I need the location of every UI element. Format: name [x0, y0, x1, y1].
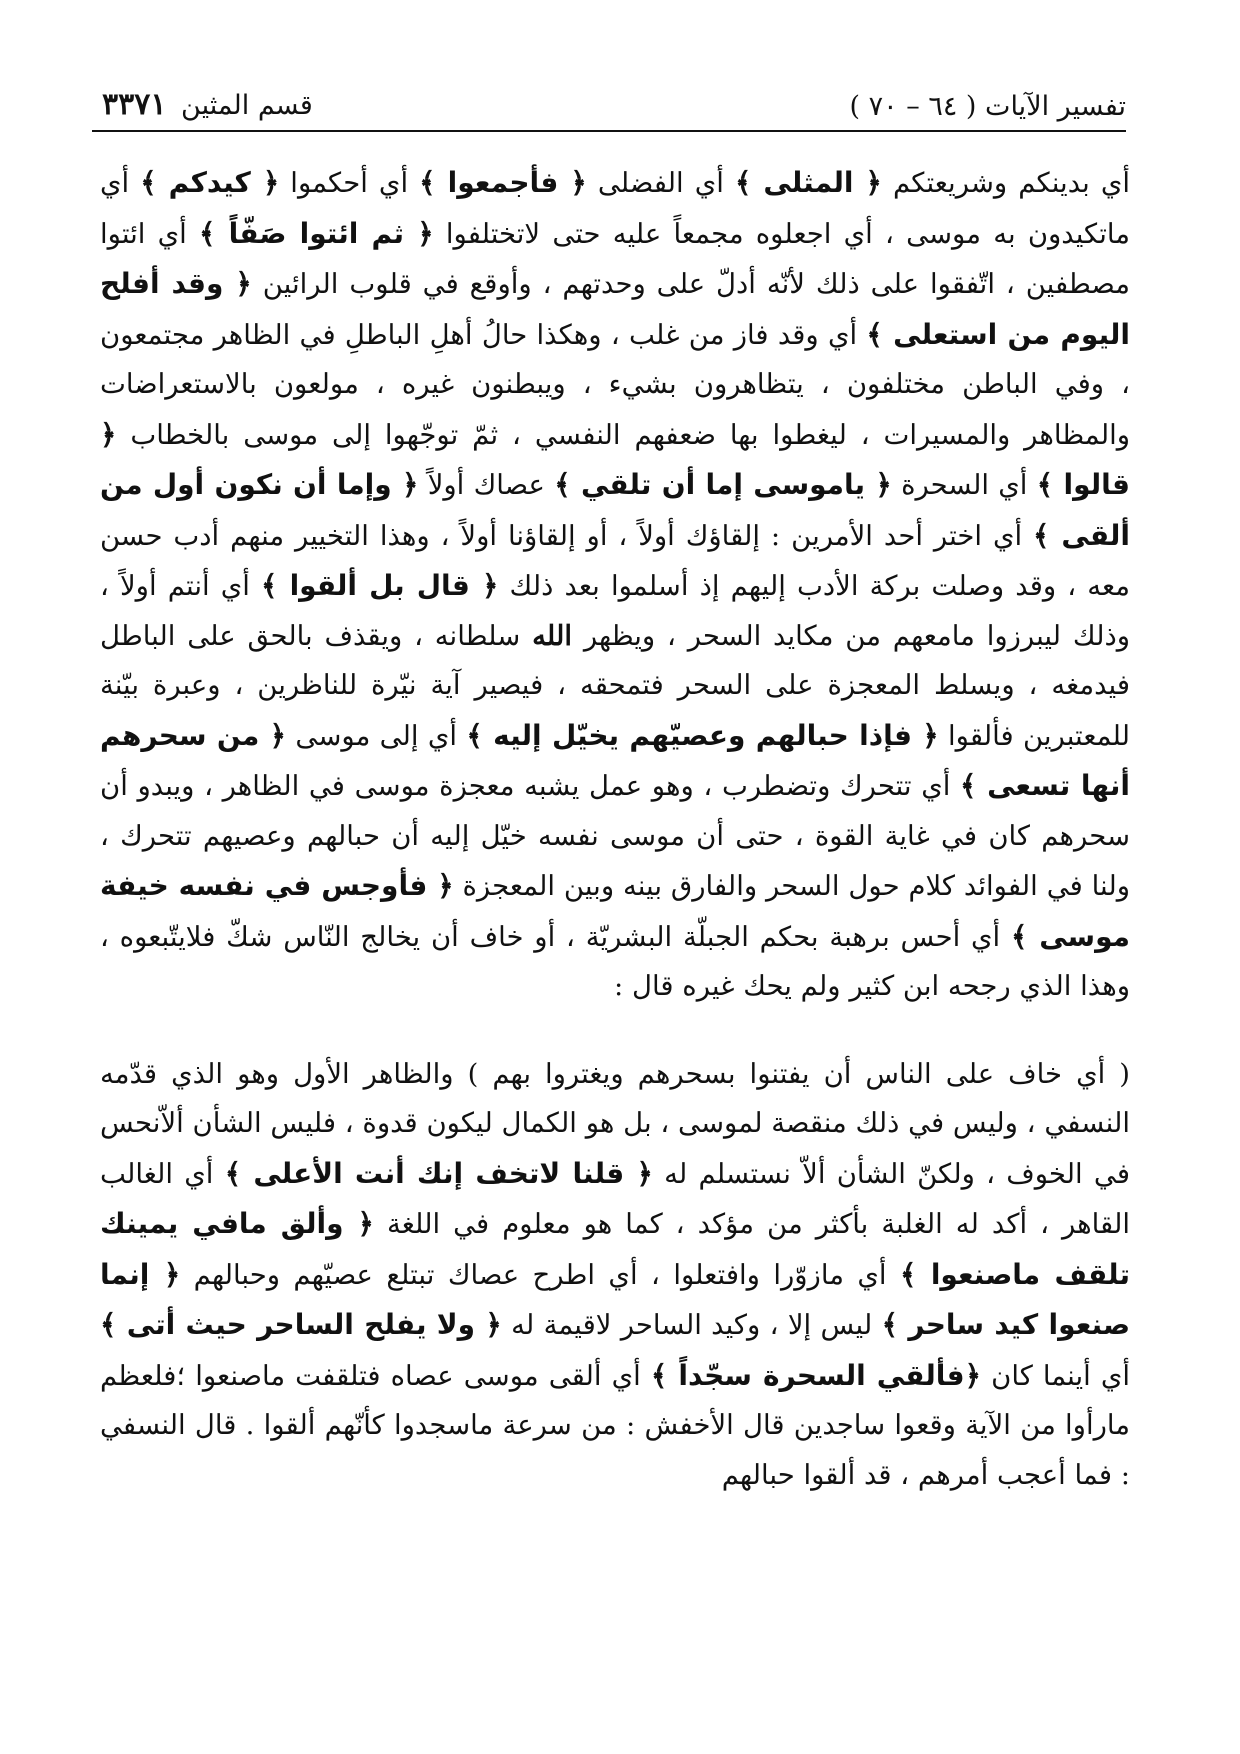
paragraph-2 — [100, 1050, 1130, 1501]
header-left — [92, 87, 313, 122]
divine-name: الله — [532, 619, 572, 652]
text-run: أي ائتوا مصطفين ، اتّفقوا على ذلك لأنّه أدلّ على وحدتهم ، وأوقع في قلوب الرائين — [100, 217, 1131, 300]
quran-quote: ﴿ ياموسى إما أن تلقي ﴾ — [554, 468, 892, 501]
page-number: ٣٣٧١ — [102, 87, 167, 122]
header-section: قسم المثين — [181, 90, 313, 121]
text-run: أي أحس برهبة بحكم الجبلّة البشريّة ، أو خاف أن يخالج النّاس شكّ فلايتّبعوه ، وهذا الذي رجحه ابن كثير ولم يحك غيره قال : — [100, 920, 1130, 1002]
text-run: أي السحرة — [891, 469, 1037, 501]
quran-quote: ﴿ المثلى ﴾ — [734, 166, 882, 199]
text-run: ( أي خاف على الناس أن يفتنوا بسحرهم ويغتروا بهم ) والظاهر الأول وهو الذي قدّمه النسفي ، وليس في ذلك منقصة لموسى ، بل هو الكمال ليكون قدوة ، فليس الشأن ألاّنحس في الخوف ، ولكنّ الشأن ألاّ نستسلم له — [100, 1057, 1131, 1190]
quran-quote: ﴿ قالوا ﴾ — [100, 417, 1130, 501]
text-run: أي أينما كان — [981, 1359, 1130, 1392]
text-run: أي الفضلى — [586, 167, 735, 199]
quran-quote: ﴿ وإما أن نكون أول من ألقى ﴾ — [100, 468, 1130, 552]
text-run: أي الغالب القاهر ، أكد له الغلبة بأكثر من مؤكد ، كما هو معلوم في اللغة — [100, 1157, 1130, 1240]
text-run: أي اختر أحد الأمرين : إلقاؤك أولاً ، أو إلقاؤنا أولاً ، وهذا التخيير منهم أدب حسن معه ، وقد وصلت بركة الأدب إليهم إذ أسلموا بعد ذلك — [100, 519, 1130, 602]
text-run: ليس إلا ، وكيد الساحر لاقيمة له — [501, 1309, 882, 1341]
text-run: سلطانه ، ويقذف بالحق على الباطل فيدمغه ، ويسلط المعجزة على السحر فتمحقه ، فيصير آية نيّرة للناظرين ، وعبرة بيّنة للمعتبرين فألقوا — [100, 619, 1130, 752]
text-run: عصاك أولاً — [418, 469, 555, 501]
quran-quote: ﴿ وألق مافي يمينك تلقف ماصنعوا ﴾ — [100, 1207, 1131, 1291]
quran-quote: ﴿ فأوجس في نفسه خيفة موسى ﴾ — [100, 869, 1130, 953]
text-run: أي تتحرك وتضطرب ، وهو عمل يشبه معجزة موسى في الظاهر ، ويبدو أن سحرهم كان في غاية القوة ، حتى أن موسى نفسه خيّل إليه أن حبالهم وعصيهم تتحرك ، ولنا في الفوائد كلام حول السحر والفارق بينه وبين المعجزة — [100, 770, 1130, 902]
quran-quote: ﴿ قلنا لاتخف إنك أنت الأعلى ﴾ — [224, 1156, 653, 1190]
text-run: أي ماتكيدون به موسى ، أي اجعلوه مجمعاً عليه حتى لاتختلفوا — [100, 167, 1130, 250]
text-run: أي أحكموا — [279, 167, 420, 199]
quran-quote: ﴿ وقد أفلح اليوم من استعلى ﴾ — [100, 267, 1130, 351]
quran-quote: ﴿ كيدكم ﴾ — [140, 166, 280, 199]
quran-quote: ﴿ قال بل ألقوا ﴾ — [261, 569, 499, 602]
text-run: أي وقد فاز من غلب ، وهكذا حالُ أهلِ الباطلِ في الظاهر مجتمعون ، وفي الباطن مختلفون ، يتظاهرون بشيء ، ويبطنون غيره ، مولعون بالاستعراضات والمظاهر والمسيرات ، ليغطوا بها ضعفهم النفسي ، ثمّ توجّهوا إلى موسى بالخطاب — [100, 318, 1130, 451]
text-run: أي ألقى موسى عصاه فتلقفت ماصنعوا ؛فلعظم مارأوا من الآية وقعوا ساجدين قال الأخفش : من سرعة ماسجدوا كأنّهم ألقوا . قال النسفي : فما أعجب أمرهم ، قد ألقوا حبالهم — [100, 1359, 1130, 1491]
body-text — [100, 158, 1130, 1500]
text-run: أي أنتم أولاً ، وذلك ليبرزوا مامعهم من مكايد السحر ، ويظهر — [100, 570, 1130, 652]
text-run: أي بدينكم وشريعتكم — [881, 167, 1130, 199]
paragraph-1 — [100, 158, 1130, 1012]
quran-quote: ﴿ من سحرهم أنها تسعى ﴾ — [100, 718, 1130, 802]
text-run: أي مازوّرا وافتعلوا ، أي اطرح عصاك تبتلع عصيّهم وحبالهم — [180, 1258, 900, 1291]
quran-quote: ﴿ فأجمعوا ﴾ — [419, 166, 587, 199]
quran-quote: ﴿ ثم ائتوا صَفّاً ﴾ — [199, 216, 434, 250]
header-title: تفسير الآيات ( ٦٤ – ٧٠ ) — [849, 91, 1126, 122]
quran-quote: ﴿ ولا يفلح الساحر حيث أتى ﴾ — [100, 1308, 502, 1341]
quran-quote: ﴿ فإذا حبالهم وعصيّهم يخيّل إليه ﴾ — [466, 718, 939, 752]
running-header — [92, 72, 1126, 122]
quran-quote: ﴿ إنما صنعوا كيد ساحر ﴾ — [100, 1257, 1130, 1341]
quran-quote: ﴿فألقي السحرة سجّداً ﴾ — [650, 1358, 982, 1392]
text-run: أي إلى موسى — [286, 719, 467, 752]
header-rule — [92, 130, 1126, 132]
